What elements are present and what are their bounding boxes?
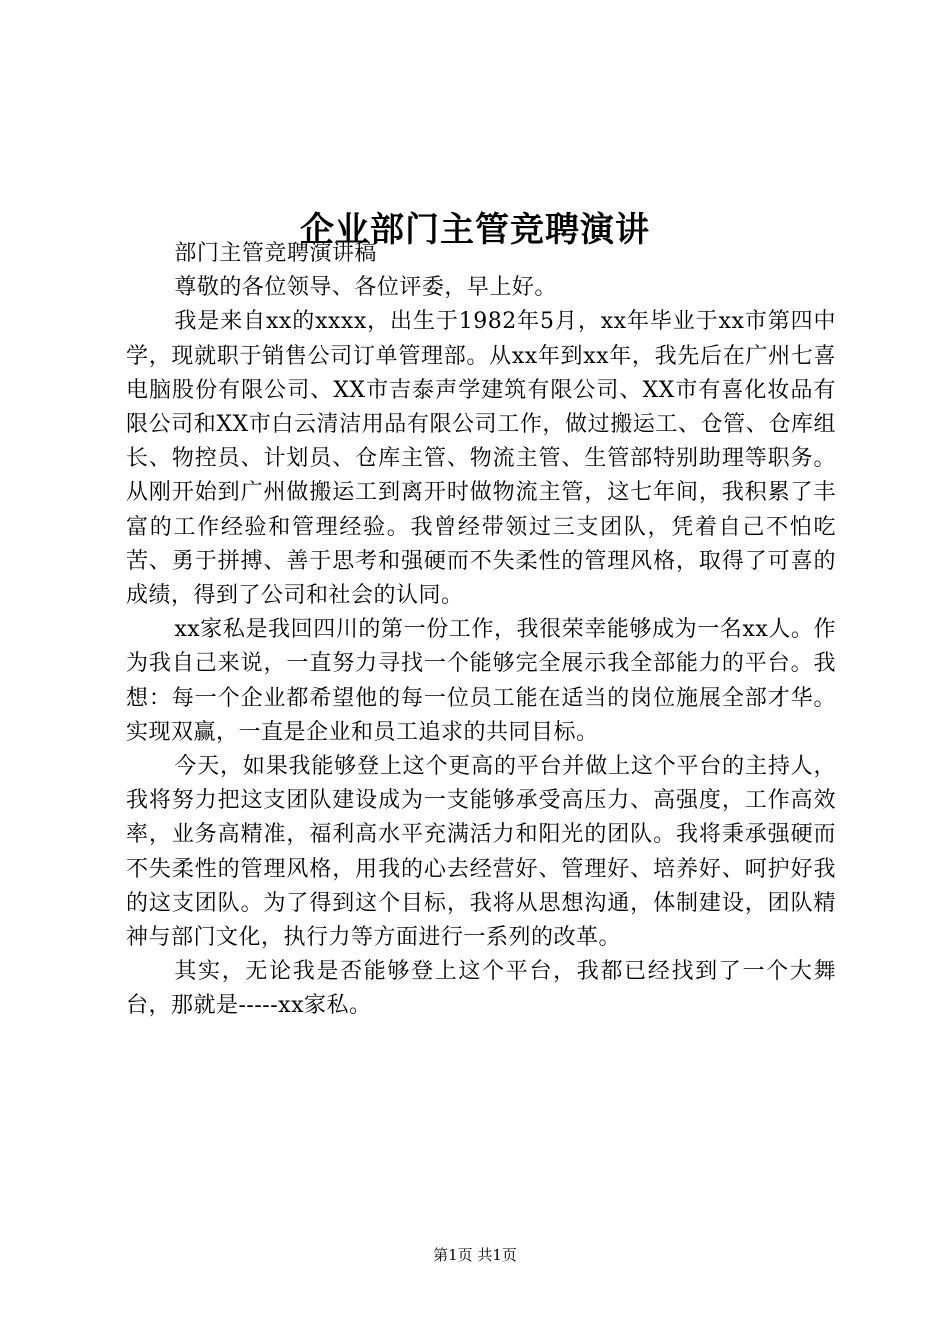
document-body	[126, 237, 836, 1024]
paragraph-subtitle: 部门主管竞聘演讲稿	[174, 241, 377, 266]
paragraph-introduction: 我是来自xx的xxxx，出生于1982年5月，xx年毕业于xx市第四中学，现就职于销售公司订单管理部。从xx年到xx年，我先后在广州七喜电脑股份有限公司、XX市吉泰声学建筑有限公司、XX市有喜化妆品有限公司和XX市白云清洁用品有限公司工作，做过搬运工、仓管、仓库组长、物控员、计划员、仓库主管、物流主管、生管部特别助理等职务。从刚开始到广州做搬运工到离开时做物流主管，这七年间，我积累了丰富的工作经验和管理经验。我曾经带领过三支团队，凭着自己不怕吃苦、勇于拼搏、善于思考和强硬而不失柔性的管理风格，取得了可喜的成绩，得到了公司和社会的认同。	[126, 309, 836, 609]
paragraph-greeting: 尊敬的各位领导、各位评委，早上好。	[174, 275, 557, 301]
paragraph-conclusion: 其实，无论我是否能够登上这个平台，我都已经找到了一个大舞台，那就是-----xx家私。	[126, 959, 836, 1019]
paragraph-goals: 今天，如果我能够登上这个更高的平台并做上这个平台的主持人，我将努力把这支团队建设成为一支能够承受高压力、高强度，工作高效率，业务高精准，福利高水平充满活力和阳光的团队。我将秉承强硬而不失柔性的管理风格，用我的心去经营好、管理好、培养好、呵护好我的这支团队。为了得到这个目标，我将从思想沟通，体制建设，团队精神与部门文化，执行力等方面进行一系列的改革。	[126, 754, 836, 951]
page-footer: 第1页 共1页	[433, 1246, 517, 1264]
document-title: 企业部门主管竞聘演讲	[300, 209, 650, 250]
paragraph-company: xx家私是我回四川的第一份工作，我很荣幸能够成为一名xx人。作为我自己来说，一直努力寻找一个能够完全展示我全部能力的平台。我想：每一个企业都希望他的每一位员工能在适当的岗位施展全部才华。实现双赢，一直是企业和员工追求的共同目标。	[126, 617, 836, 745]
